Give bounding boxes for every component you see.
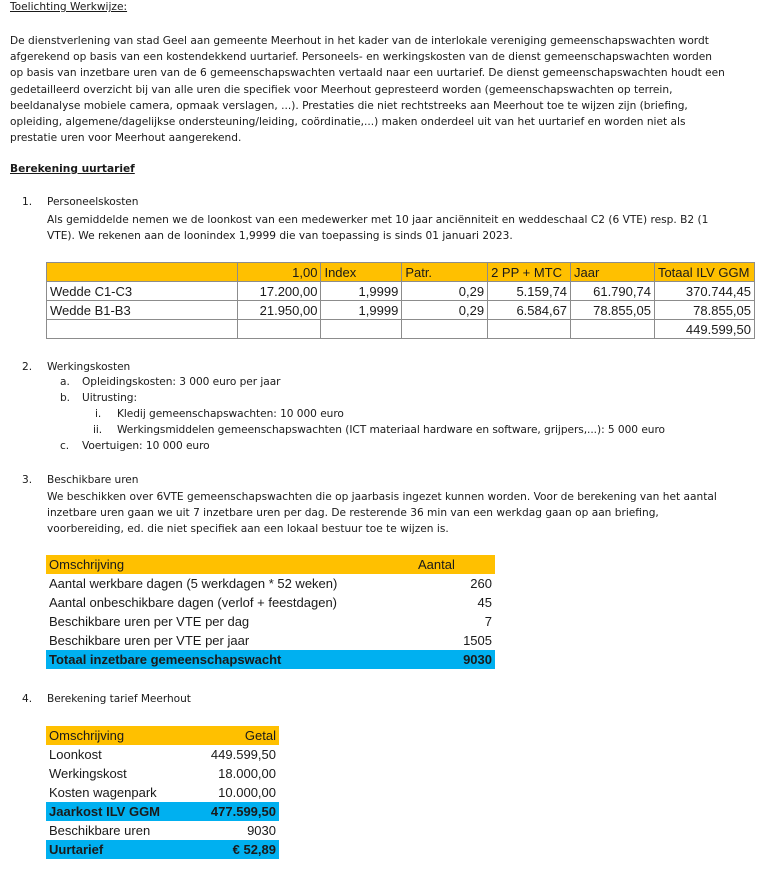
list-item-i: Kledij gemeenschapswachten: 10 000 euro [117, 408, 344, 420]
table-cell: 18.000,00 [218, 766, 276, 781]
section1-line: Als gemiddelde nemen we de loonkost van een medewerker met 10 jaar anciënniteit en weddeschaal C2 (6 VTE) resp. B2 (1 [47, 214, 709, 226]
table-cell: Aantal werkbare dagen (5 werkdagen * 52 weken) [49, 576, 338, 591]
total-row [46, 650, 495, 669]
header-cell: Omschrijving [49, 728, 125, 743]
table-cell: 45 [477, 595, 492, 610]
total-label: Totaal inzetbare gemeenschapswacht [49, 652, 282, 667]
table-cell: 1,9999 [321, 301, 402, 320]
header-cell: Jaar [571, 263, 655, 282]
table-row [46, 764, 279, 783]
table-row [47, 282, 755, 301]
table-cell: 1,9999 [321, 282, 402, 301]
header-cell: Totaal ILV GGM [654, 263, 754, 282]
uurtarief-label: Uurtarief [49, 842, 104, 857]
intro-heading: Toelichting Werkwijze: [10, 1, 128, 13]
list-item-ii: Werkingsmiddelen gemeenschapswachten (ICT materiaal hardware en software, grijpers,...): 5 000 euro [117, 424, 665, 436]
table-header-row [47, 263, 755, 282]
section2-number: 2. [22, 361, 33, 373]
table-cell: 61.790,74 [571, 282, 655, 301]
table-cell: Loonkost [49, 747, 102, 762]
table-cell: 5.159,74 [488, 282, 571, 301]
table-cell: Kosten wagenpark [49, 785, 157, 800]
uurtarief-value: € 52,89 [232, 842, 276, 857]
section3-number: 3. [22, 474, 33, 486]
jaarkost-value: 477.599,50 [210, 804, 276, 819]
table-row [46, 821, 279, 840]
list-marker-ii: ii. [93, 424, 103, 436]
table-cell: 6.584,67 [488, 301, 571, 320]
header-cell: Patr. [402, 263, 488, 282]
section3-title: Beschikbare uren [47, 474, 139, 486]
rate-table [46, 726, 279, 859]
list-marker-b: b. [60, 392, 70, 404]
table-cell: Aantal onbeschikbare dagen (verlof + feestdagen) [49, 595, 337, 610]
table-cell: 449.599,50 [210, 747, 276, 762]
section1-number: 1. [22, 196, 33, 208]
table-row [46, 745, 279, 764]
list-marker-i: i. [95, 408, 102, 420]
table-cell: 0,29 [402, 301, 488, 320]
table-row [46, 612, 495, 631]
personnel-cost-table [46, 262, 755, 339]
header-cell: 1,00 [237, 263, 321, 282]
table-cell: Beschikbare uren per VTE per dag [49, 614, 250, 629]
table-cell: Wedde C1-C3 [47, 282, 238, 301]
table-row [46, 783, 279, 802]
list-item-b: Uitrusting: [82, 392, 137, 404]
section1-paragraph [47, 212, 747, 244]
table-cell [237, 320, 321, 339]
header-cell: Omschrijving [49, 557, 125, 572]
table-cell: 7 [484, 614, 492, 629]
list-item-c: Voertuigen: 10 000 euro [82, 440, 210, 452]
intro-line: afgerekend op basis van een kostendekkend uurtarief. Personeels- en werkingskosten van de dienst gemeenschapswachten worden [10, 51, 713, 64]
section1-title: Personeelskosten [47, 196, 139, 208]
header-cell: Getal [244, 728, 276, 743]
jaarkost-row [46, 802, 279, 821]
total-cell: 449.599,50 [654, 320, 754, 339]
table-header-row [46, 726, 279, 745]
table-cell: Beschikbare uren [49, 823, 151, 838]
uurtarief-row [46, 840, 279, 859]
header-cell [47, 263, 238, 282]
section1-line: VTE). We rekenen aan de loonindex 1,9999 die van toepassing is sinds 01 januari 2023. [47, 230, 513, 243]
intro-line: prestatie uren voor Meerhout aangerekend. [10, 132, 242, 145]
intro-line: op basis van inzetbare uren van de 6 gemeenschapswachten vertaald naar een uurtarief. De dienst gemeenschapswachten houdt een [10, 67, 725, 80]
table-cell: 17.200,00 [237, 282, 321, 301]
table-cell [488, 320, 571, 339]
intro-line: gedetailleerd overzicht bij van alle uren die specifiek voor Meerhout gepresteerd worden (gemeenschapswachten op terrein, [10, 83, 673, 96]
header-cell: Index [321, 263, 402, 282]
calc-heading: Berekening uurtarief [10, 163, 135, 175]
available-hours-table [46, 555, 495, 669]
table-cell: 1505 [463, 633, 492, 648]
section2-title: Werkingskosten [47, 361, 131, 373]
intro-line: opleiding, algemene/dagelijkse ondersteuning/leiding, coördinatie,...) maken onderdeel uit van het uurtarief en worden niet als [10, 116, 686, 129]
section4-number: 4. [22, 693, 33, 705]
table-cell: Wedde B1-B3 [47, 301, 238, 320]
table-row [46, 631, 495, 650]
header-cell: 2 PP + MTC [488, 263, 571, 282]
table-cell: Beschikbare uren per VTE per jaar [49, 633, 250, 648]
intro-line: De dienstverlening van stad Geel aan gemeente Meerhout in het kader van de interlokale vereniging gemeenschapswachten wordt [10, 35, 709, 47]
section3-paragraph [47, 489, 747, 538]
intro-paragraph [10, 33, 740, 146]
table-row [47, 301, 755, 320]
header-cell: Aantal [418, 557, 455, 572]
table-row [46, 574, 495, 593]
list-marker-a: a. [60, 376, 70, 388]
jaarkost-label: Jaarkost ILV GGM [49, 804, 161, 819]
list-marker-c: c. [60, 440, 70, 452]
table-cell: 21.950,00 [237, 301, 321, 320]
table-cell [321, 320, 402, 339]
table-cell: 260 [470, 576, 492, 591]
section3-line: We beschikken over 6VTE gemeenschapswachten die op jaarbasis ingezet kunnen worden. Voor de berekening van het aantal [47, 491, 717, 503]
section4-title: Berekening tarief Meerhout [47, 693, 191, 705]
table-cell [571, 320, 655, 339]
table-cell: 9030 [247, 823, 276, 838]
intro-line: beeldanalyse mobiele camera, opmaak verslagen, ...). Prestaties die niet rechtstreeks aan Meerhout toe te wijzen zijn (briefing, [10, 99, 688, 112]
table-cell: 78.855,05 [654, 301, 754, 320]
table-cell: Werkingskost [49, 766, 127, 781]
table-cell: 10.000,00 [218, 785, 276, 800]
total-value: 9030 [463, 652, 492, 667]
section3-line: inzetbare uren gaan we uit 7 inzetbare uren per dag. De resterende 36 min van een werkdag gaan op aan briefing, [47, 507, 659, 520]
table-row [47, 320, 755, 339]
table-cell [47, 320, 238, 339]
table-row [46, 593, 495, 612]
table-cell [402, 320, 488, 339]
table-cell: 370.744,45 [654, 282, 754, 301]
section3-line: voorbereiding, ed. die niet specifiek aan een lokaal bestuur toe te wijzen is. [47, 523, 449, 536]
table-header-row [46, 555, 495, 574]
table-cell: 78.855,05 [571, 301, 655, 320]
list-item-a: Opleidingskosten: 3 000 euro per jaar [82, 376, 281, 388]
table-cell: 0,29 [402, 282, 488, 301]
